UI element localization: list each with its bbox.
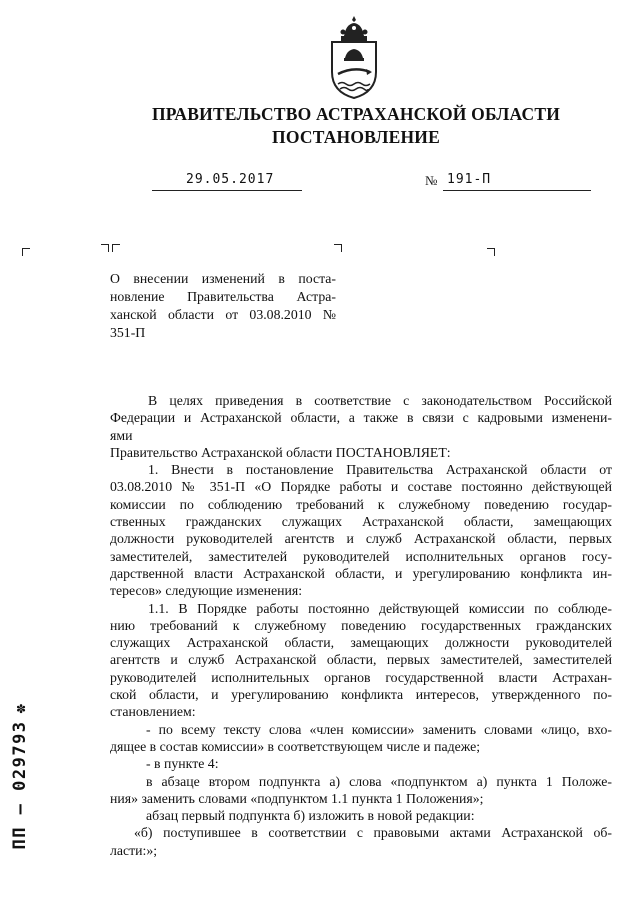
body-line: служащих Астраханской области, замещающих должности руководителей bbox=[110, 635, 612, 651]
body-line: В целях приведения в соответствие с законодательством Российской bbox=[148, 393, 612, 408]
body-line: руководителей исполнительных органов государственной власти Астрахан- bbox=[110, 669, 612, 685]
body-line: становлением: bbox=[110, 704, 196, 720]
body-line: «б) поступившее в соответствии с правовыми актами Астраханской об- bbox=[134, 825, 612, 841]
body-line: ния» заменить словами «подпунктом 1.1 пункта 1 Положения»; bbox=[110, 790, 484, 806]
corner-mark-subject-right bbox=[334, 244, 342, 252]
subject-line: 351-П bbox=[110, 325, 146, 340]
body-line: ственных гражданских служащих Астраханской области, замещающих bbox=[110, 514, 612, 530]
body-line: ями bbox=[110, 427, 133, 443]
subject-line: О внесении изменений в поста- bbox=[110, 271, 336, 286]
body-line: - по всему тексту слова «член комиссии» заменить словами «лицо, вхо- bbox=[146, 721, 612, 737]
asterisk-icon: ✽ bbox=[16, 702, 27, 716]
coat-of-arms-emblem bbox=[326, 14, 382, 100]
serial-number: ПП – 029793 bbox=[10, 720, 30, 850]
serial-stamp bbox=[6, 700, 34, 870]
corner-mark-left bbox=[22, 248, 30, 256]
number-underline bbox=[443, 172, 591, 191]
body-line: ласти:»; bbox=[110, 842, 158, 858]
corner-mark-mid-right bbox=[101, 244, 109, 252]
document-subject bbox=[110, 270, 336, 342]
body-line: нию требований к служебному поведению государственных гражданских bbox=[110, 617, 612, 633]
corner-mark-right bbox=[487, 248, 495, 256]
body-line: в абзаце втором подпункта а) слова «подпунктом а) пункта 1 Положе- bbox=[146, 773, 612, 789]
doc-type-title: ПОСТАНОВЛЕНИЕ bbox=[272, 127, 440, 147]
document-body bbox=[110, 392, 612, 859]
body-line: тересов» следующие изменения: bbox=[110, 583, 303, 599]
body-line: заместителей, заместителей руководителей исполнительных органов госу- bbox=[110, 548, 612, 564]
subject-line: новление Правительства Астра- bbox=[110, 289, 336, 304]
corner-mark-mid-left bbox=[112, 244, 120, 252]
number-sign: № bbox=[425, 173, 438, 188]
document-date: 29.05.2017 bbox=[186, 172, 275, 187]
body-line: агентств и служб Астраханской области, первых заместителей, заместителей bbox=[110, 652, 612, 668]
body-line: комиссии по соблюдению требований к служебному поведению государ- bbox=[110, 496, 612, 512]
body-line: дящее в состав комиссии» в соответствующем числе и падеже; bbox=[110, 738, 481, 754]
document-number: 191-П bbox=[447, 172, 492, 187]
body-line: 03.08.2010 № 351-П «О Порядке работы и составе постоянно действующей bbox=[110, 479, 612, 495]
body-line: - в пункте 4: bbox=[146, 756, 219, 772]
body-line: Правительство Астраханской области ПОСТАНОВЛЯЕТ: bbox=[110, 444, 451, 460]
body-line: 1. Внести в постановление Правительства Астраханской области от bbox=[148, 462, 612, 478]
body-line: дарственной власти Астраханской области, и урегулированию конфликта ин- bbox=[110, 565, 612, 581]
subject-line: ханской области от 03.08.2010 № bbox=[110, 307, 336, 322]
date-field bbox=[152, 172, 302, 191]
body-line: абзац первый подпункта б) изложить в новой редакции: bbox=[146, 808, 475, 824]
body-line: Федерации и Астраханской области, а также в связи с кадровыми изменени- bbox=[110, 410, 612, 426]
body-line: должности руководителей агентств и служб Астраханской области, первых bbox=[110, 531, 612, 547]
body-line: 1.1. В Порядке работы постоянно действующей комиссии по соблюде- bbox=[148, 600, 612, 616]
org-title: ПРАВИТЕЛЬСТВО АСТРАХАНСКОЙ ОБЛАСТИ bbox=[151, 104, 561, 124]
body-line: ской области, и урегулированию конфликта интересов, утвержденного по- bbox=[110, 687, 612, 703]
